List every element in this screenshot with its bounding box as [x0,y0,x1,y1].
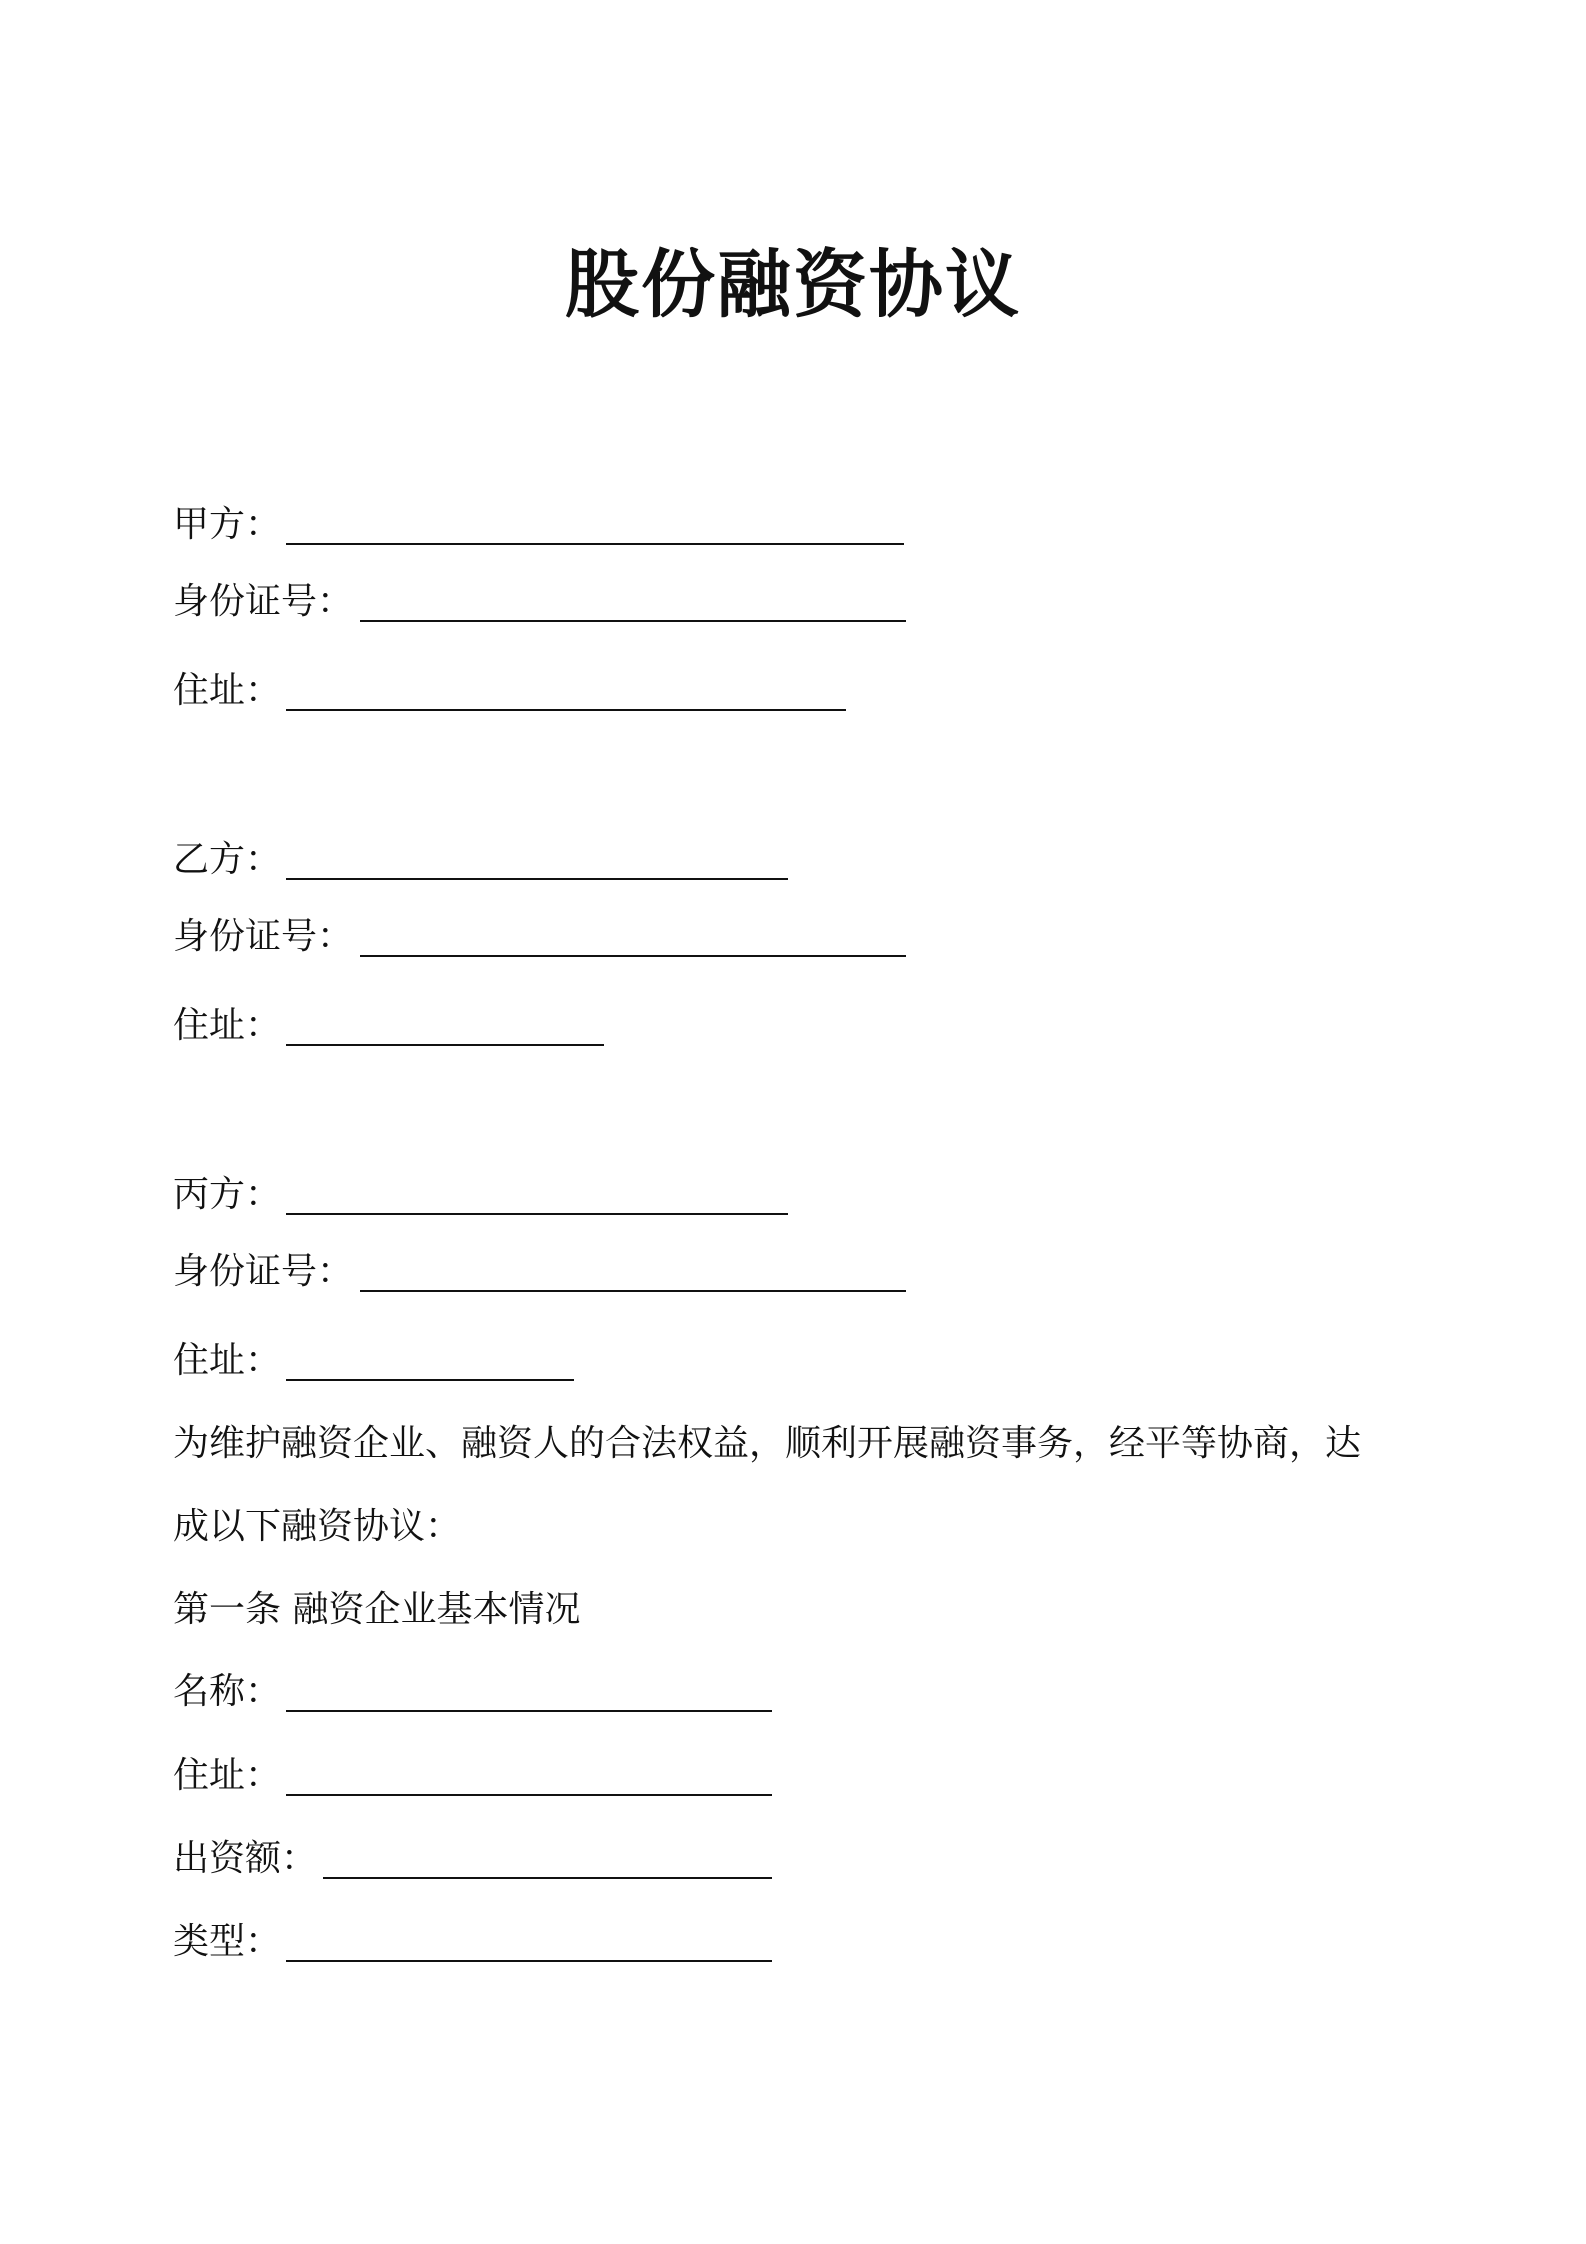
company-capital-blank[interactable] [323,1877,772,1879]
party-b-id-label: 身份证号： [173,916,354,957]
company-name-blank[interactable] [286,1710,772,1712]
party-a-address-blank[interactable] [286,709,846,711]
party-a-id-blank[interactable] [360,620,906,622]
company-address-label: 住址： [173,1755,282,1796]
party-a-name-label: 甲方： [173,504,282,545]
party-c-id-label: 身份证号： [173,1251,354,1292]
party-b-name-label: 乙方： [173,839,282,880]
company-type-label: 类型： [173,1921,282,1962]
party-c-name-blank[interactable] [286,1213,788,1215]
party-b-id-blank[interactable] [360,955,906,957]
party-b-name-blank[interactable] [286,878,788,880]
party-b-address-label: 住址： [173,1005,282,1046]
company-capital-label: 出资额： [173,1838,318,1879]
company-address-blank[interactable] [286,1794,772,1796]
company-type-blank[interactable] [286,1960,772,1962]
company-name-label: 名称： [173,1671,282,1712]
intro-paragraph-line-1: 为维护融资企业、融资人的合法权益，顺利开展融资事务，经平等协商，达 [173,1423,1362,1464]
intro-paragraph-line-2: 成以下融资协议： [173,1506,462,1547]
party-c-address-label: 住址： [173,1340,282,1381]
party-a-name-blank[interactable] [286,543,904,545]
party-b-address-blank[interactable] [286,1044,604,1046]
party-c-address-blank[interactable] [286,1379,574,1381]
party-c-name-label: 丙方： [173,1174,282,1215]
party-a-id-label: 身份证号： [173,581,354,622]
document-title: 股份融资协议 [565,242,1021,328]
party-c-id-blank[interactable] [360,1290,906,1292]
article-1-heading: 第一条 融资企业基本情况 [173,1589,581,1630]
party-a-address-label: 住址： [173,670,282,711]
